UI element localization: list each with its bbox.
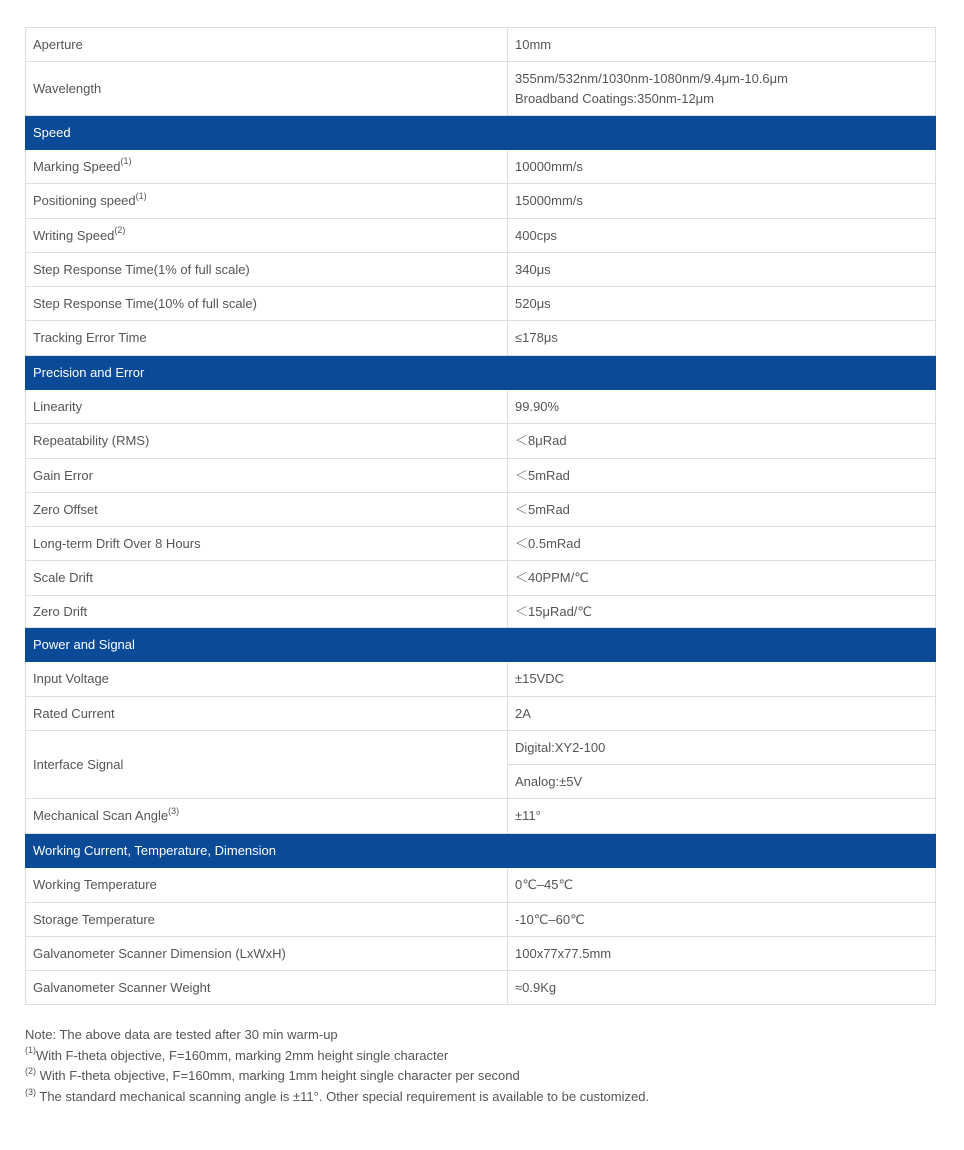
row-value: ＜40PPM/℃ <box>508 561 936 596</box>
row-label <box>26 184 508 219</box>
row-value: Analog:±5V <box>508 765 936 799</box>
footnotes <box>25 1025 935 1108</box>
row-label: Interface Signal <box>26 731 508 799</box>
section-header-speed <box>26 116 936 150</box>
table-row <box>26 971 936 1005</box>
row-label: Storage Temperature <box>26 903 508 937</box>
table-row <box>26 219 936 253</box>
row-value: 520μs <box>508 287 936 321</box>
section-header-working <box>26 834 936 868</box>
row-label: Gain Error <box>26 459 508 493</box>
label-text: Mechanical Scan Angle <box>33 808 169 823</box>
row-label <box>26 799 508 834</box>
footnote-mark: (3) <box>25 1086 36 1097</box>
footnote-ref: (2) <box>114 225 126 236</box>
section-title: Speed <box>26 116 936 150</box>
note-text: With F-theta objective, F=160mm, marking 2mm height single character <box>36 1047 449 1063</box>
row-value: ＜8μRad <box>508 424 936 459</box>
row-label: Step Response Time(1% of full scale) <box>26 253 508 287</box>
table-row <box>26 662 936 697</box>
table-row <box>26 697 936 731</box>
row-label: Zero Offset <box>26 493 508 527</box>
row-value <box>508 62 936 116</box>
row-value: 400cps <box>508 219 936 253</box>
row-value: 100x77x77.5mm <box>508 937 936 971</box>
row-label: Long-term Drift Over 8 Hours <box>26 527 508 561</box>
table-row <box>26 731 936 765</box>
row-value: 99.90% <box>508 390 936 424</box>
note-text: With F-theta objective, F=160mm, marking 1mm height single character per second <box>36 1068 520 1084</box>
row-value: ≈0.9Kg <box>508 971 936 1005</box>
row-value: ＜15μRad/℃ <box>508 596 936 628</box>
row-label: Galvanometer Scanner Dimension (LxWxH) <box>26 937 508 971</box>
table-row <box>26 28 936 62</box>
table-row <box>26 321 936 356</box>
row-value: 10000mm/s <box>508 150 936 184</box>
footnote-ref: (3) <box>168 805 180 816</box>
row-label: Working Temperature <box>26 868 508 903</box>
wavelength-value-line: 355nm/532nm/1030nm-1080nm/9.4μm-10.6μm <box>515 70 788 86</box>
footnote-ref: (1) <box>120 156 132 167</box>
table-row <box>26 561 936 596</box>
table-row <box>26 390 936 424</box>
note-line <box>25 1066 935 1087</box>
table-row <box>26 937 936 971</box>
row-value: -10℃–60℃ <box>508 903 936 937</box>
footnote-mark: (1) <box>25 1045 36 1056</box>
row-label: Input Voltage <box>26 662 508 697</box>
label-text: Marking Speed <box>33 158 121 174</box>
row-value: ＜5mRad <box>508 459 936 493</box>
table-row <box>26 150 936 184</box>
section-header-power <box>26 628 936 662</box>
row-value: ±11° <box>508 799 936 834</box>
row-label: Repeatability (RMS) <box>26 424 508 459</box>
note-text: The standard mechanical scanning angle is ±11°. Other special requirement is available to be customized. <box>36 1089 650 1105</box>
table-row <box>26 253 936 287</box>
row-label: Aperture <box>26 28 508 62</box>
table-row <box>26 424 936 459</box>
table-row <box>26 493 936 527</box>
row-label: Linearity <box>26 390 508 424</box>
row-label: Galvanometer Scanner Weight <box>26 971 508 1005</box>
table-row <box>26 527 936 561</box>
footnote-mark: (2) <box>25 1066 36 1077</box>
row-value: Digital:XY2-100 <box>508 731 936 765</box>
section-title: Working Current, Temperature, Dimension <box>26 834 936 868</box>
row-value: 15000mm/s <box>508 184 936 219</box>
section-title: Power and Signal <box>26 628 936 662</box>
row-label: Zero Drift <box>26 596 508 628</box>
label-text: Positioning speed <box>33 193 136 208</box>
section-header-precision <box>26 356 936 390</box>
wavelength-value-line: Broadband Coatings:350nm-12μm <box>515 90 714 106</box>
row-value: 10mm <box>508 28 936 62</box>
row-label: Tracking Error Time <box>26 321 508 356</box>
label-text: Writing Speed <box>33 227 115 243</box>
table-row <box>26 596 936 628</box>
row-value: 2A <box>508 697 936 731</box>
row-label: Scale Drift <box>26 561 508 596</box>
row-label: Step Response Time(10% of full scale) <box>26 287 508 321</box>
row-value: 340μs <box>508 253 936 287</box>
table-row <box>26 62 936 116</box>
section-title: Precision and Error <box>26 356 936 390</box>
table-row <box>26 868 936 903</box>
table-row <box>26 184 936 219</box>
row-value: ＜0.5mRad <box>508 527 936 561</box>
row-value: ±15VDC <box>508 662 936 697</box>
note-line <box>25 1046 935 1067</box>
row-value: ＜5mRad <box>508 493 936 527</box>
table-row <box>26 799 936 834</box>
row-value: ≤178μs <box>508 321 936 356</box>
table-row <box>26 903 936 937</box>
footnote-ref: (1) <box>135 190 147 201</box>
row-label: Rated Current <box>26 697 508 731</box>
table-row <box>26 459 936 493</box>
note-line <box>25 1087 935 1108</box>
row-label <box>26 150 508 184</box>
row-value: 0℃–45℃ <box>508 868 936 903</box>
row-label <box>26 219 508 253</box>
spec-table <box>25 27 936 1005</box>
row-label: Wavelength <box>26 62 508 116</box>
note-line: Note: The above data are tested after 30 min warm-up <box>25 1027 338 1042</box>
table-row <box>26 287 936 321</box>
